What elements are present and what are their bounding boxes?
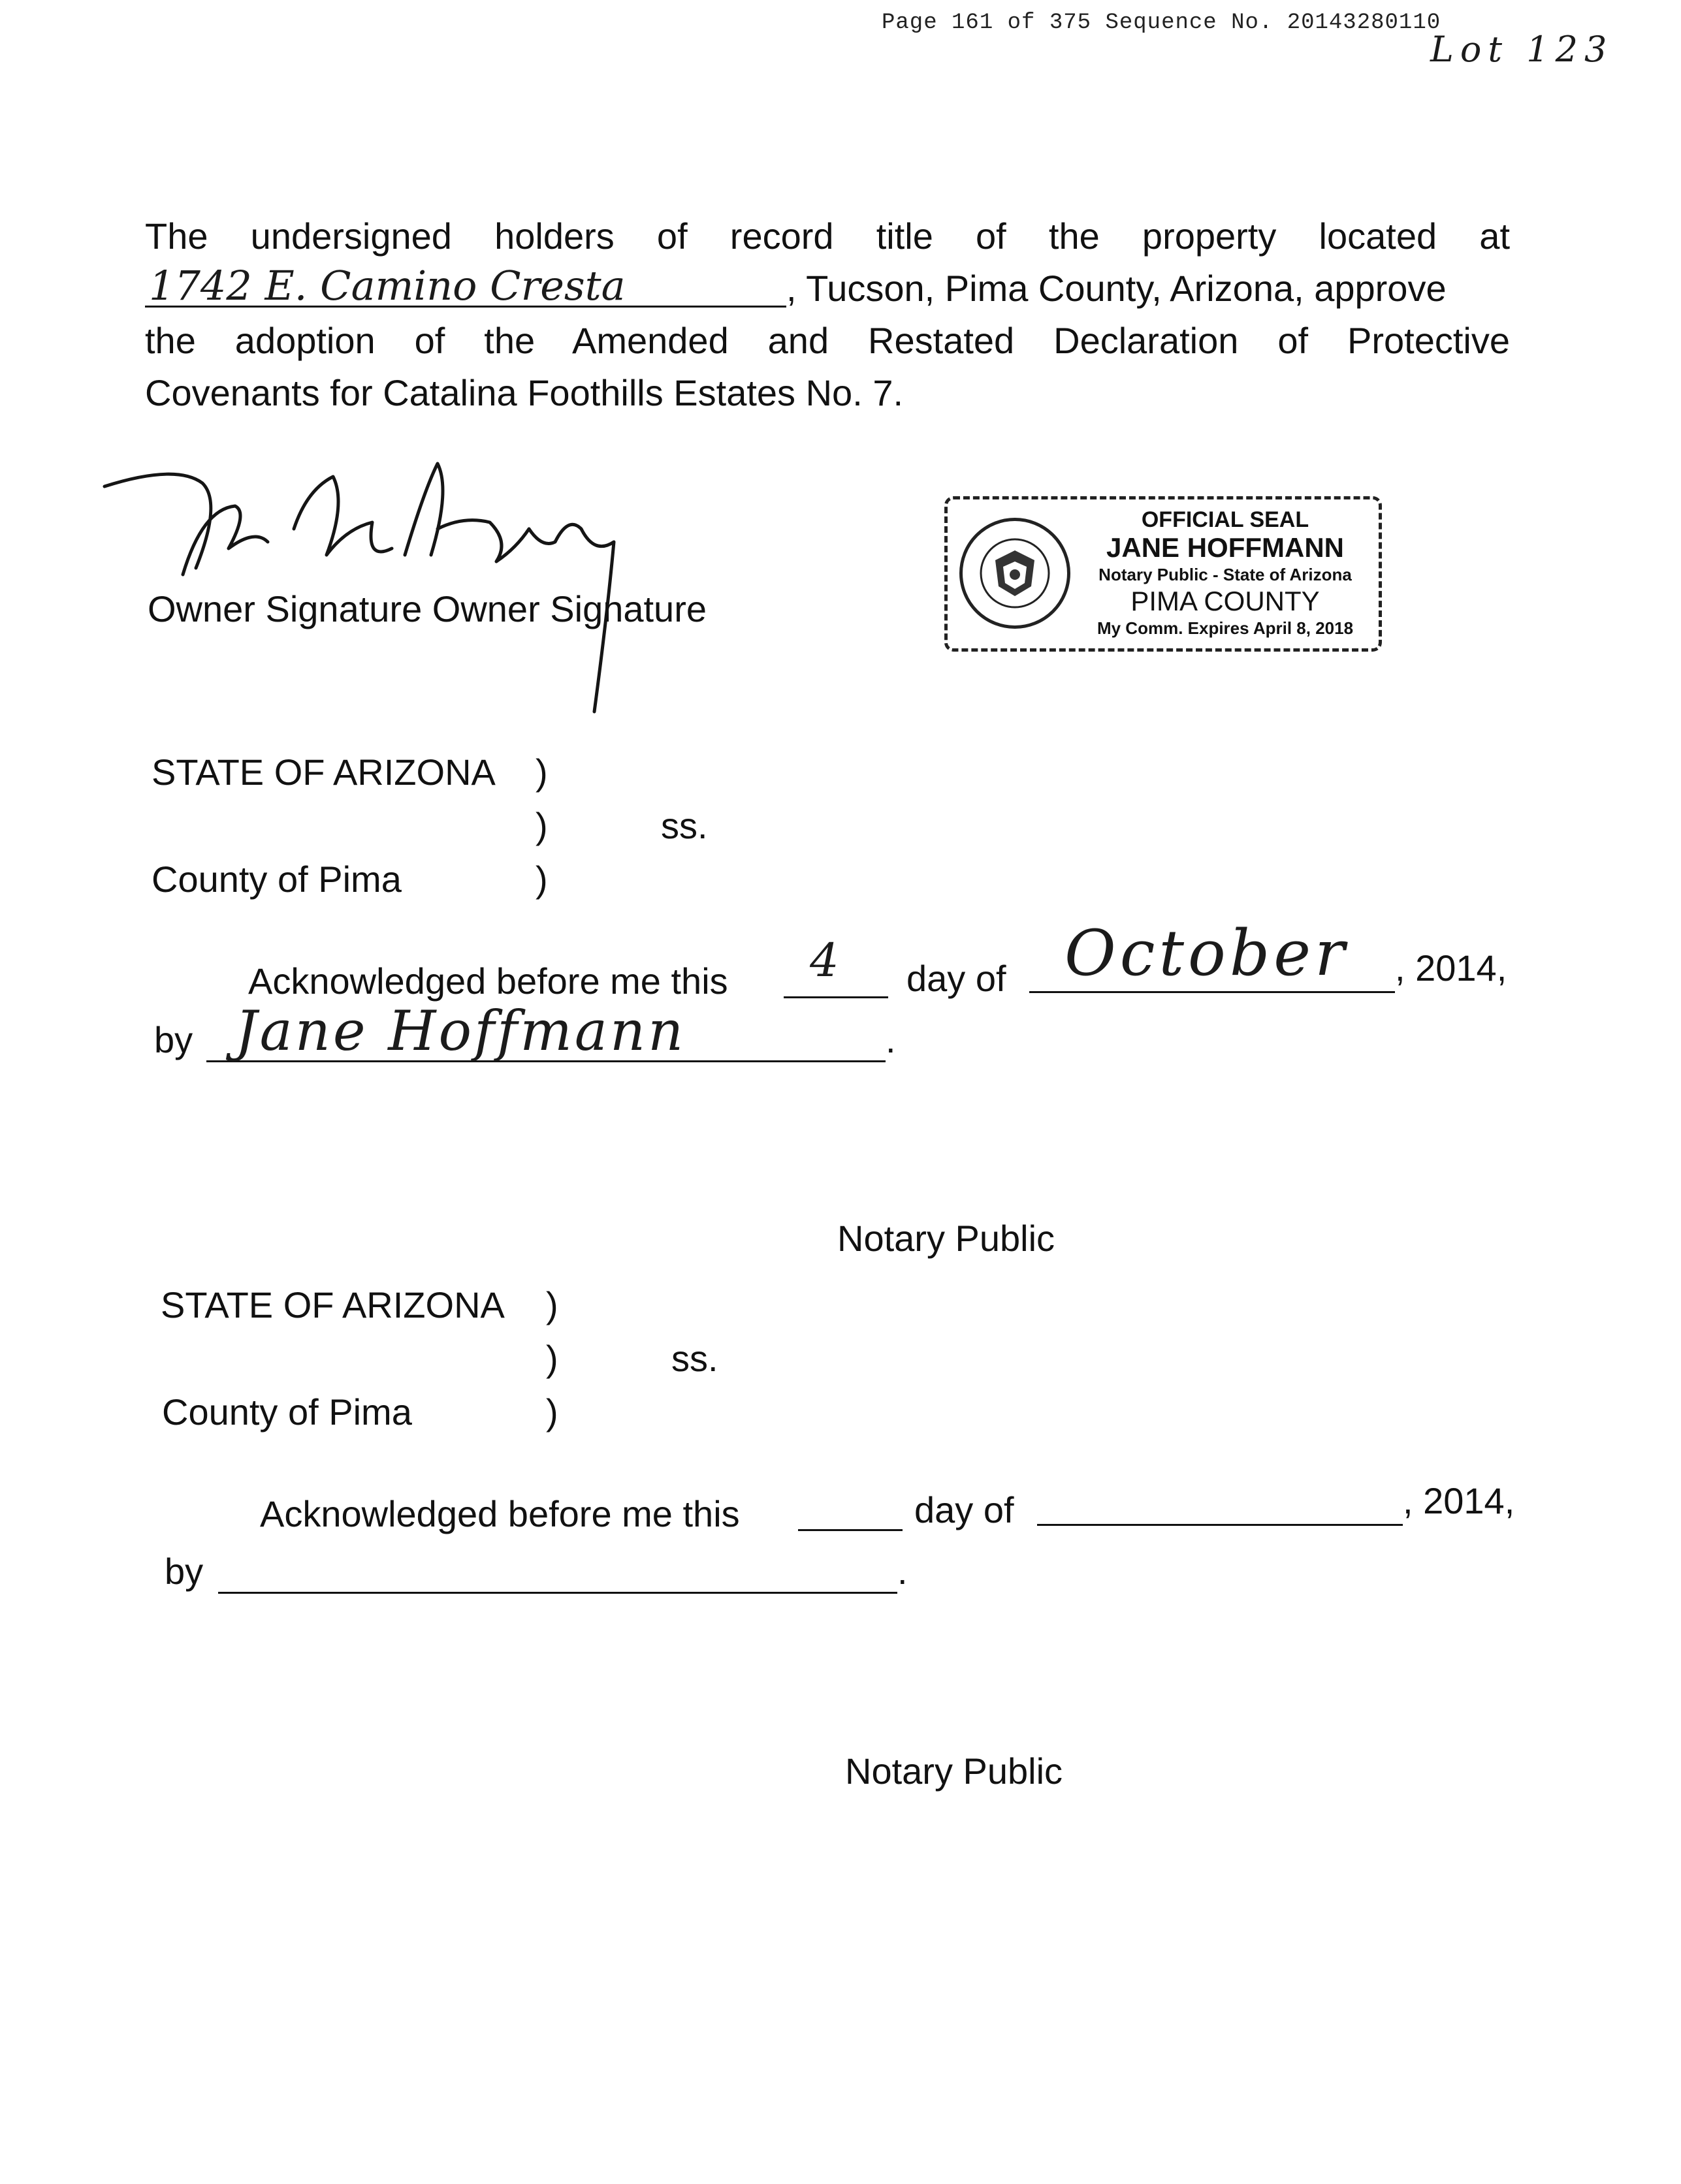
page-sequence-header: Page 161 of 375 Sequence No. 20143280110 — [882, 10, 1441, 35]
ack2-by: by — [165, 1551, 204, 1592]
ack2-by-blank — [218, 1550, 897, 1594]
ack2-county: County of Pima — [162, 1391, 412, 1432]
declaration-line-1: The undersigned holders of record title of the property located at — [145, 215, 1510, 257]
ack2-ss: ss. — [671, 1338, 718, 1379]
ack1-paren-2: ) — [536, 805, 548, 846]
ack1-day-of: day of — [906, 958, 1006, 999]
ack1-paren-1: ) — [536, 752, 548, 793]
ack2-ack-text: Acknowledged before me this — [260, 1493, 740, 1534]
declaration-line-2-rest: , Tucson, Pima County, Arizona, approve — [786, 268, 1447, 309]
state-seal-ring — [963, 521, 1067, 625]
ack1-ss: ss. — [661, 805, 708, 846]
declaration-line-3: the adoption of the Amended and Restated Declaration of Protective — [145, 320, 1510, 361]
seal-notary-role: Notary Public - State of Arizona — [1098, 565, 1352, 584]
ack2-paren-2: ) — [546, 1338, 558, 1379]
state-seal-emblem — [959, 518, 1070, 629]
seal-county: PIMA COUNTY — [1130, 586, 1320, 616]
ack1-period: . — [886, 1019, 896, 1060]
ack1-year: , 2014, — [1395, 947, 1507, 989]
official-notary-seal — [944, 496, 1382, 652]
ack2-state: STATE OF ARIZONA — [161, 1284, 505, 1325]
owner-signature-label: Owner Signature Owner Signature — [148, 588, 707, 629]
ack1-day-handwritten: 4 — [810, 934, 839, 987]
ack2-year: , 2014, — [1403, 1480, 1515, 1521]
ack2-day-of: day of — [914, 1489, 1014, 1530]
ack2-day-blank — [798, 1486, 903, 1531]
address-handwritten: 1742 E. Camino Cresta — [149, 262, 626, 309]
ack1-month-handwritten: October — [1065, 917, 1349, 990]
ack1-county: County of Pima — [152, 859, 402, 900]
seal-notary-name: JANE HOFFMANN — [1106, 532, 1344, 563]
ack2-period: . — [897, 1551, 908, 1592]
ack1-ack-text: Acknowledged before me this — [248, 960, 728, 1002]
ack1-state: STATE OF ARIZONA — [152, 752, 496, 793]
ack2-month-blank — [1037, 1481, 1403, 1526]
ack2-paren-3: ) — [546, 1391, 558, 1432]
ack1-by-handwritten: Jane Hoffmann — [235, 999, 686, 1063]
ack1-paren-3: ) — [536, 859, 548, 900]
declaration-line-2 — [145, 262, 1510, 315]
ack2-paren-1: ) — [546, 1284, 558, 1325]
ack1-notary-public: Notary Public — [837, 1218, 1055, 1259]
seal-expiry: My Comm. Expires April 8, 2018 — [1097, 618, 1354, 638]
seal-title: OFFICIAL SEAL — [1141, 507, 1309, 532]
ack1-by: by — [154, 1019, 193, 1060]
declaration-line-4: Covenants for Catalina Foothills Estates No. 7. — [145, 372, 904, 413]
ack2-notary-public: Notary Public — [845, 1750, 1063, 1792]
lot-handwritten-note: Lot 123 — [1430, 29, 1614, 70]
declaration-paragraph — [145, 210, 1510, 419]
